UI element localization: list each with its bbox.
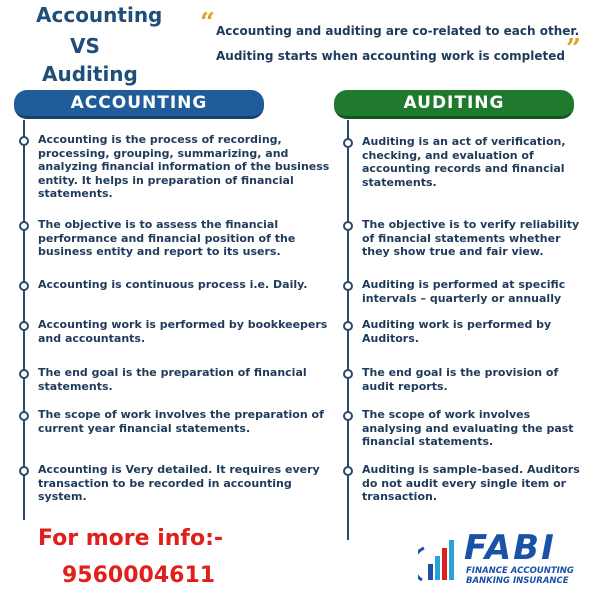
- close-quote-icon: ”: [566, 34, 581, 64]
- timeline-dot-icon: [19, 321, 29, 331]
- timeline-dot-icon: [343, 281, 353, 291]
- title-vs: VS: [70, 34, 100, 58]
- logo-line-1: FINANCE ACCOUNTING: [466, 566, 574, 576]
- list-item: The objective is to verify reliability of financial statements whether they show true and fair view.: [362, 218, 580, 258]
- timeline-dot-icon: [343, 411, 353, 421]
- timeline-dot-icon: [343, 221, 353, 231]
- timeline-accounting: [23, 120, 25, 520]
- timeline-dot-icon: [19, 221, 29, 231]
- timeline-dot-icon: [19, 466, 29, 476]
- logo-line-2: BANKING INSURANCE: [466, 576, 569, 586]
- timeline-dot-icon: [343, 321, 353, 331]
- timeline-dot-icon: [343, 369, 353, 379]
- list-item: The end goal is the preparation of financial statements.: [38, 366, 307, 393]
- timeline-dot-icon: [19, 369, 29, 379]
- list-item: Accounting is the process of recording, processing, grouping, summarizing, and analyzing financial information of the business entity. It helps in preparation of financial statements.: [38, 133, 330, 200]
- timeline-dot-icon: [343, 466, 353, 476]
- list-item: The scope of work involves the preparation of current year financial statements.: [38, 408, 324, 435]
- timeline-dot-icon: [19, 281, 29, 291]
- list-item: The objective is to assess the financial performance and financial position of the business entity and report to its users.: [38, 218, 296, 258]
- list-item: Auditing work is performed by Auditors.: [362, 318, 552, 345]
- header-auditing: AUDITING: [334, 90, 574, 119]
- contact-phone[interactable]: 9560004611: [62, 563, 216, 588]
- quote-line-2: Auditing starts when accounting work is completed: [216, 49, 565, 63]
- header-accounting: ACCOUNTING: [14, 90, 264, 119]
- bar-chart-logo-icon: [418, 530, 460, 584]
- timeline-dot-icon: [19, 136, 29, 146]
- list-item: The scope of work involves analysing and evaluating the past financial statements.: [362, 408, 574, 448]
- list-item: Accounting is Very detailed. It requires every transaction to be recorded in accounting system.: [38, 463, 320, 503]
- open-quote-icon: “: [200, 8, 215, 38]
- timeline-dot-icon: [343, 138, 353, 148]
- title-auditing: Auditing: [42, 62, 138, 86]
- list-item: The end goal is the provision of audit reports.: [362, 366, 559, 393]
- list-item: Accounting work is performed by bookkeepers and accountants.: [38, 318, 328, 345]
- list-item: Auditing is performed at specific intervals – quarterly or annually: [362, 278, 566, 305]
- title-accounting: Accounting: [36, 3, 163, 27]
- list-item: Auditing is an act of verification, checking, and evaluation of accounting records and financial statements.: [362, 135, 566, 189]
- contact-label: For more info:-: [38, 526, 224, 551]
- list-item: Auditing is sample-based. Auditors do not audit every single item or transaction.: [362, 463, 580, 503]
- list-item: Accounting is continuous process i.e. Daily.: [38, 278, 308, 291]
- timeline-dot-icon: [19, 411, 29, 421]
- logo-name: FABI: [464, 528, 556, 568]
- quote-line-1: Accounting and auditing are co-related to each other.: [216, 24, 580, 38]
- logo: [418, 528, 588, 588]
